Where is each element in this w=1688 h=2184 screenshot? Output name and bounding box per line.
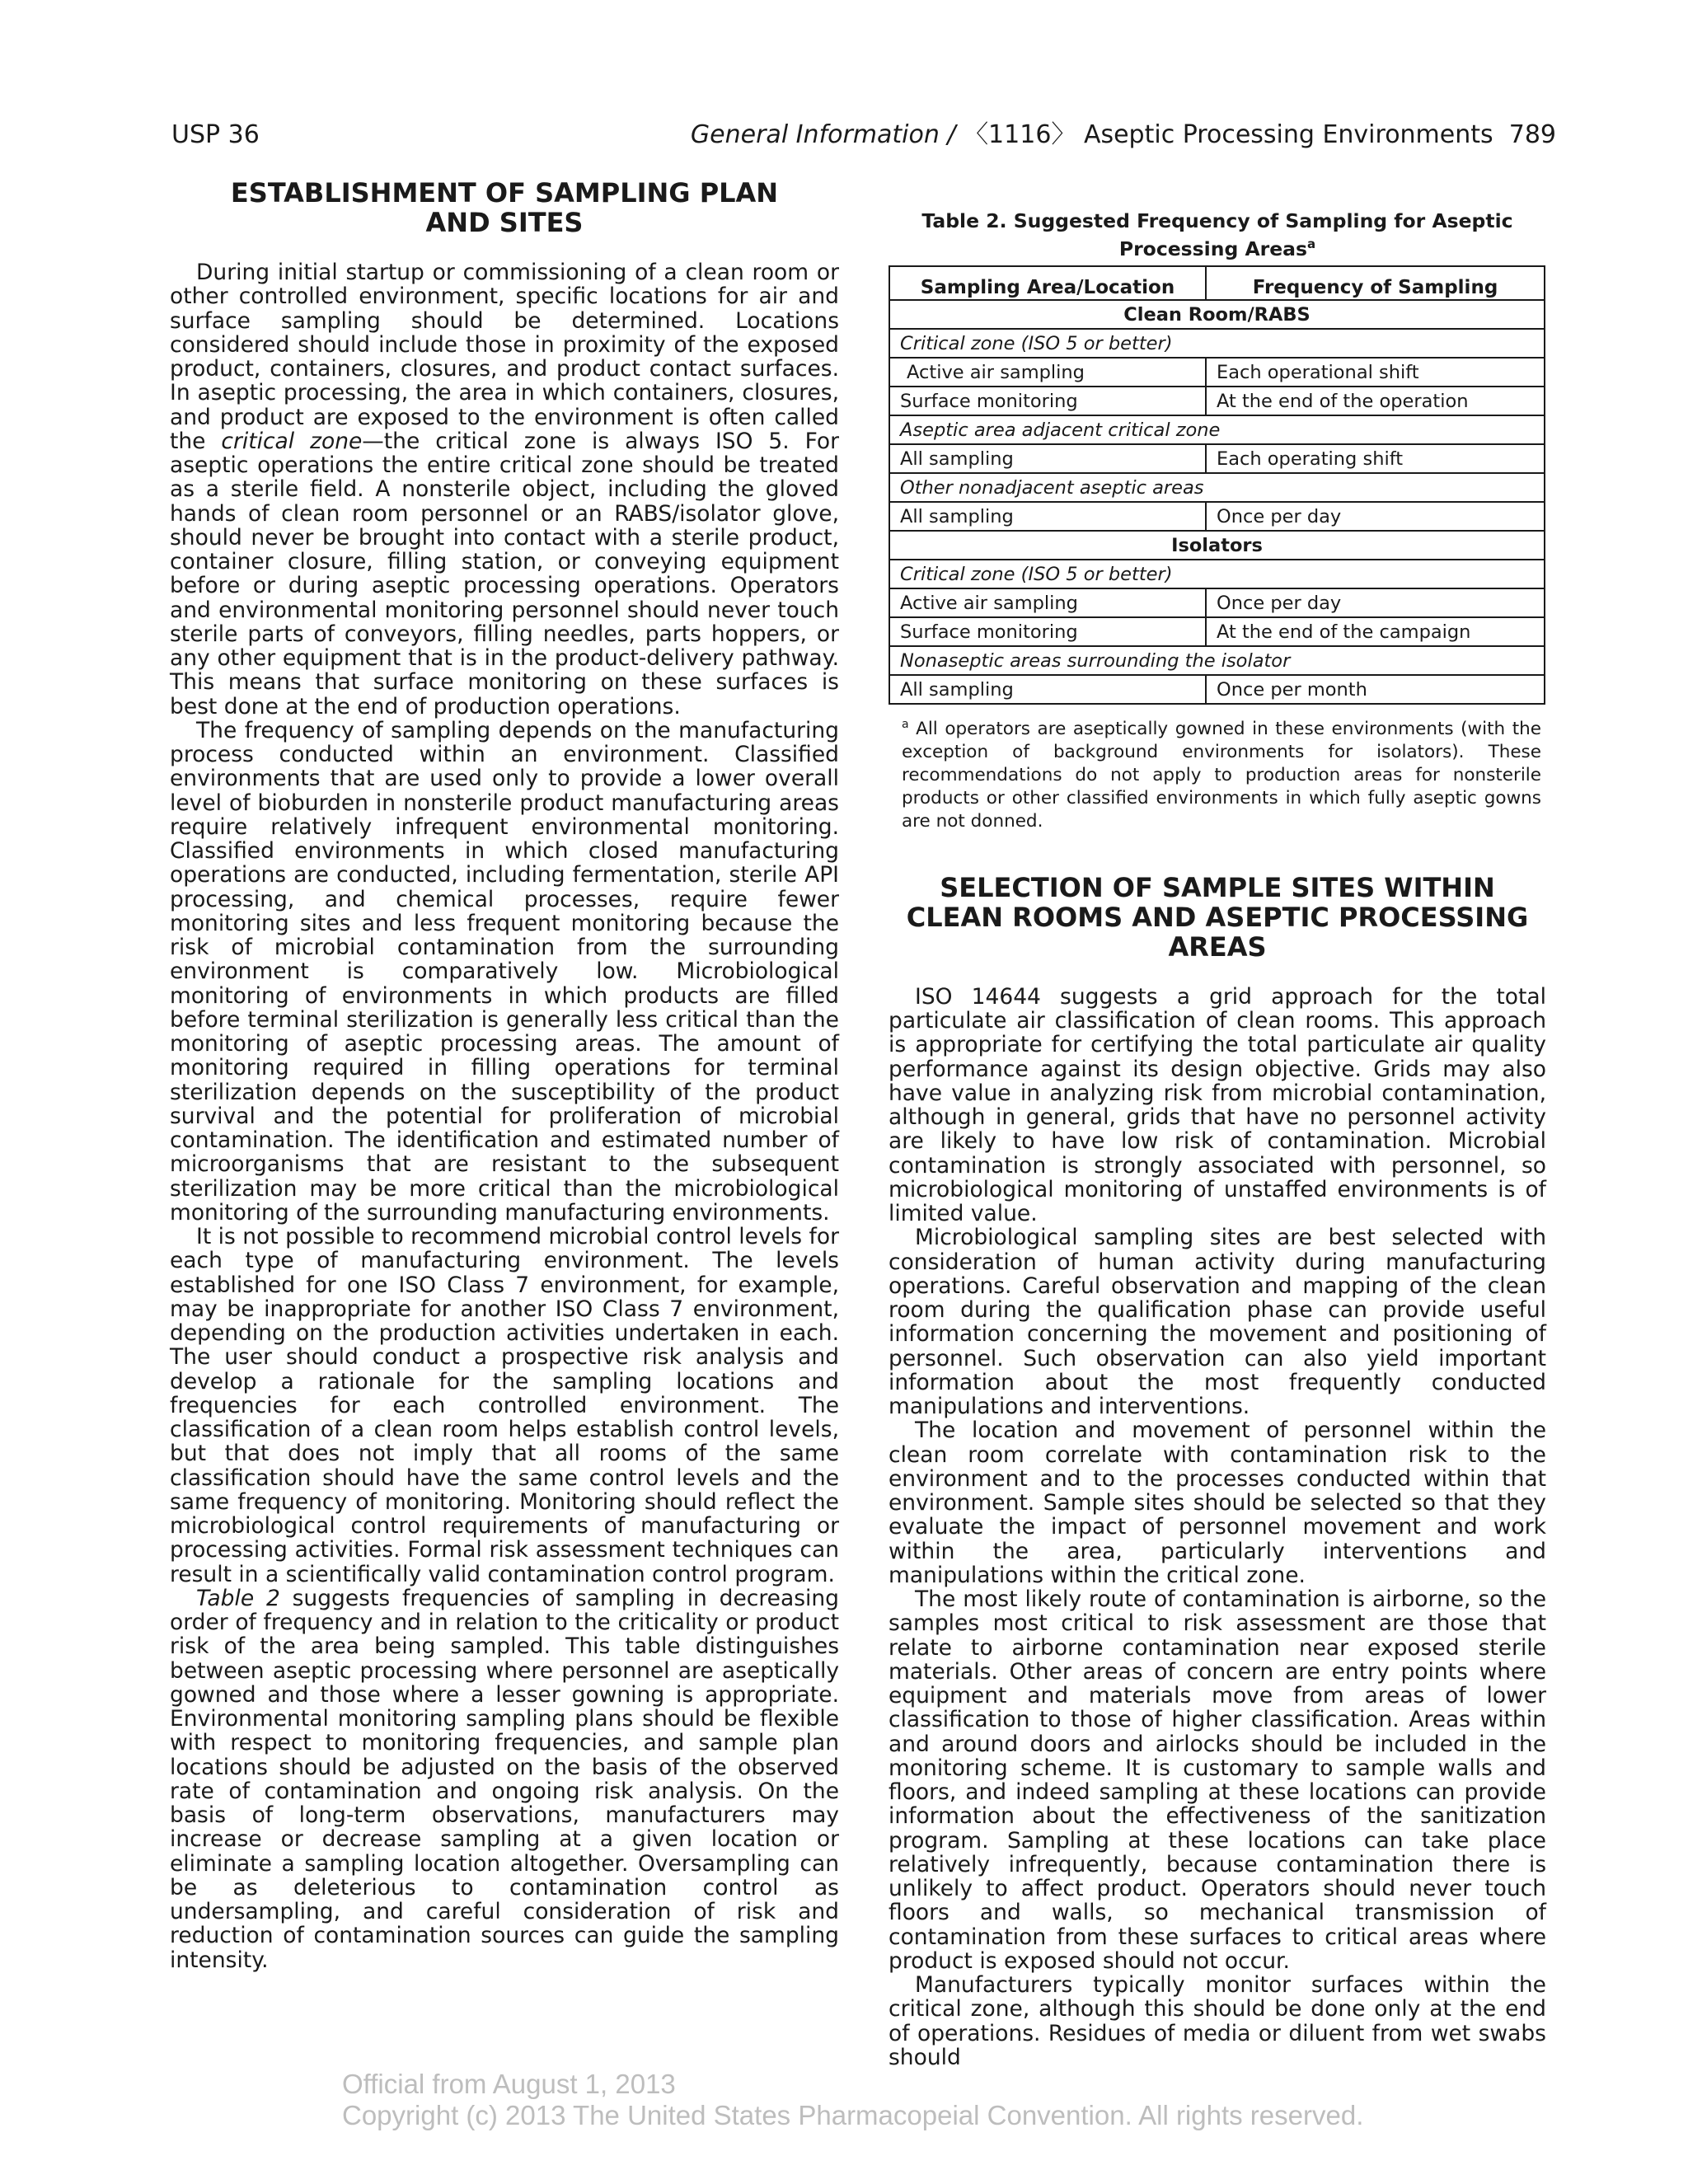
table-reference: Table 2 (196, 1585, 280, 1611)
header-section: General Information / (690, 120, 956, 149)
subgroup-label: Other nonadjacent aseptic areas (889, 473, 1545, 502)
table-title-text: Table 2. Suggested Frequency of Sampling for Aseptic Processing Areas (921, 209, 1513, 260)
sampling-frequency-table (889, 265, 1545, 705)
column-header-frequency: Frequency of Sampling (1206, 266, 1545, 300)
paragraph: The most likely route of contamination is airborne, so the samples most critical to risk assessment are those that relate to airborne contamination near exposed sterile materials. Other areas of concern are entry points where equipment and materials move from areas of lower classification to those of higher classification. Areas within and around doors and airlocks should be included in the monitoring scheme. It is customary to sample walls and floors, and indeed sampling at these locations can provide information about the effectiveness of the sanitization program. Sampling at these locations can take place relatively infrequently, because contamination there is unlikely to affect product. Operators should never touch floors and walls, so mechanical transmission of contamination from these surfaces to critical areas where product is exposed should not occur. (889, 1586, 1546, 1974)
cell-location: Surface monitoring (889, 617, 1206, 646)
table-row (889, 358, 1545, 387)
paragraph: Manufacturers typically monitor surfaces within the critical zone, although this should be done only at the end of operations. Residues of media or diluent from wet swabs should (889, 1972, 1546, 2070)
copyright-watermark (342, 2069, 1363, 2131)
table-subgroup-row (889, 415, 1545, 444)
paragraph: It is not possible to recommend microbial control levels for each type of manufacturing environment. The levels established for one ISO Class 7 environment, for example, may be inappropriate for another ISO Class 7 environment, depending on the production activities undertaken in each. The user should conduct a prospective risk analysis and develop a rationale for the sampling locations and frequencies for each controlled environment. The classification of a clean room helps establish control levels, but that does not imply that all rooms of the same classification should have the same control levels and the same frequency of monitoring. Monitoring should reflect the microbiological control requirements of manufacturing or processing activities. Formal risk assessment techniques can result in a scientifically valid contamination control program. (170, 1224, 839, 1587)
text-run: During initial startup or commissioning of a clean room or other controlled environment, specific locations for air and surface sampling should be determined. Locations considered should include those in proximity of the exposed product, containers, closures, and product contact surfaces. In aseptic processing, the area in which containers, closures, and product are exposed to the environment is often called the (170, 260, 839, 454)
running-header (171, 119, 1556, 152)
cell-location: All sampling (889, 675, 1206, 704)
right-body (889, 985, 1546, 2069)
paragraph: ISO 14644 suggests a grid approach for the total particulate air classification of clean rooms. This approach is appropriate for certifying the total particulate air quality performance against its design objective. Grids may also have value in analyzing risk from microbial contamination, although in general, grids that have no personnel activity are likely to have low risk of contamination. Microbial contamination is strongly associated with personnel, so microbiological monitoring of unstaffed environments is of limited value. (889, 983, 1546, 1227)
text-run: —the critical zone is always ISO 5. For aseptic operations the entire critical zone should be treated as a sterile field. A nonsterile object, including the gloved hands of clean room personnel or an RABS/isolator glove, should never be brought into contact with a sterile product, container closure, filling station, or conveying equipment before or during aseptic processing operations. Operators and environmental monitoring personnel should never touch sterile parts of conveyors, filling needles, parts hoppers, or any other equipment that is in the product-delivery pathway. This means that surface monitoring on these surfaces is best done at the end of production operations. (170, 428, 839, 719)
table-title (889, 209, 1546, 260)
table-header-row (889, 266, 1545, 300)
column-header-location: Sampling Area/Location (889, 266, 1206, 300)
table-subgroup-row (889, 646, 1545, 675)
subgroup-label: Aseptic area adjacent critical zone (889, 415, 1545, 444)
cell-location: Surface monitoring (889, 387, 1206, 415)
watermark-official-date: Official from August 1, 2013 (342, 2069, 676, 2099)
table-subgroup-row (889, 329, 1545, 358)
table-group-row (889, 531, 1545, 560)
paragraph: The frequency of sampling depends on the manufacturing process conducted within an environment. Classified environments that are used only to provide a lower overall level of bioburden in nonsterile product manufacturing areas require relatively infrequent environmental monitoring. Classified environments in which closed manufacturing operations are conducted, including fermentation, sterile API processing, and chemical processes, require fewer monitoring sites and less frequent monitoring because the risk of microbial contamination from the surrounding environment is comparatively low. Microbiological monitoring of environments in which products are filled before terminal sterilization is generally less critical than the monitoring of aseptic processing areas. The amount of monitoring required in filling operations for terminal sterilization depends on the susceptibility of the product survival and the potential for proliferation of microbial contamination. The identification and estimated number of microorganisms that are resistant to the subsequent sterilization may be more critical than the microbiological monitoring of the surrounding manufacturing environments. (170, 717, 839, 1226)
cell-frequency: At the end of the operation (1206, 387, 1545, 415)
cell-location: Active air sampling (889, 588, 1206, 617)
cell-frequency: Once per month (1217, 678, 1367, 701)
page-number: 789 (1508, 120, 1556, 149)
group-label: Isolators (889, 531, 1545, 560)
right-column (889, 209, 1546, 2069)
paragraph (170, 260, 839, 719)
footnote-text: All operators are aseptically gowned in these environments (with the exception of background environments for isolators). These recommendations do not apply to production areas for nonsterile products or other classified environments in which fully aseptic gowns are not donned. (902, 718, 1541, 832)
footnote-marker: a (902, 717, 909, 731)
subgroup-label: Nonaseptic areas surrounding the isolator (889, 646, 1545, 675)
text-run-italic: critical zone (221, 428, 363, 454)
table-group-row (889, 300, 1545, 329)
paragraph: The location and movement of personnel within the clean room correlate with contamination risk to the environment and to the processes conducted within that environment. Sample sites should be selected so that they evaluate the impact of personnel movement and work within the area, particularly interventions and manipulations within the critical zone. (889, 1418, 1546, 1588)
cell-frequency: Each operating shift (1206, 444, 1545, 473)
table-row (889, 387, 1545, 415)
text-run: suggests frequencies of sampling in decreasing order of frequency and in relation to the criticality or product risk of the area being sampled. This table distinguishes between aseptic processing where personnel are aseptically gowned and those where a lesser gowning is appropriate. Environmental monitoring sampling plans should be flexible with respect to monitoring frequencies, and sample plan locations should be adjusted on the basis of the observed rate of contamination and ongoing risk analysis. On the basis of long-term observations, manufacturers may increase or decrease sampling at a given location or eliminate a sampling location altogether. Oversampling can be as deleterious to contamination control as undersampling, and careful consideration of risk and reduction of contamination sources can guide the sampling intensity. (170, 1585, 839, 1973)
table-subgroup-row (889, 473, 1545, 502)
left-column (170, 175, 839, 1972)
table-row (889, 588, 1545, 617)
header-chapter-title: 〈1116〉 Aseptic Processing Environments (964, 120, 1493, 149)
watermark-copyright: Copyright (c) 2013 The United States Pharmacopeial Convention. All rights reserved. (342, 2100, 1364, 2130)
section-heading-sample-sites: SELECTION OF SAMPLE SITES WITHIN CLEAN ROOMS AND ASEPTIC PROCESSING AREAS (906, 871, 1529, 963)
section-heading-sampling-plan: ESTABLISHMENT OF SAMPLING PLAN AND SITES (230, 177, 779, 238)
table-footnote (889, 713, 1546, 833)
table-row (889, 675, 1545, 704)
table-subgroup-row (889, 560, 1545, 588)
paragraph (170, 1586, 839, 1972)
table-row (889, 617, 1545, 646)
header-publication: USP 36 (171, 120, 260, 149)
subgroup-label: Critical zone (ISO 5 or better) (889, 560, 1545, 588)
footnote-marker: a (1307, 237, 1316, 251)
group-label: Clean Room/RABS (889, 300, 1545, 329)
cell-location: All sampling (889, 502, 1206, 531)
cell-frequency: Each operational shift (1206, 358, 1545, 387)
subgroup-label: Critical zone (ISO 5 or better) (889, 329, 1545, 358)
table-row (889, 502, 1545, 531)
header-chapter (691, 119, 1556, 152)
left-body (170, 260, 839, 1972)
cell-frequency: At the end of the campaign (1206, 617, 1545, 646)
cell-frequency: Once per day (1206, 588, 1545, 617)
cell-location: All sampling (889, 444, 1206, 473)
cell-location: Active air sampling (889, 358, 1206, 387)
paragraph: Microbiological sampling sites are best selected with consideration of human activity during manufacturing operations. Careful observation and mapping of the clean room during the qualification phase can provide useful information concerning the movement and positioning of personnel. Such observation can also yield important information about the most frequently conducted manipulations and interventions. (889, 1225, 1546, 1420)
cell-frequency: Once per day (1206, 502, 1545, 531)
table-row (889, 444, 1545, 473)
